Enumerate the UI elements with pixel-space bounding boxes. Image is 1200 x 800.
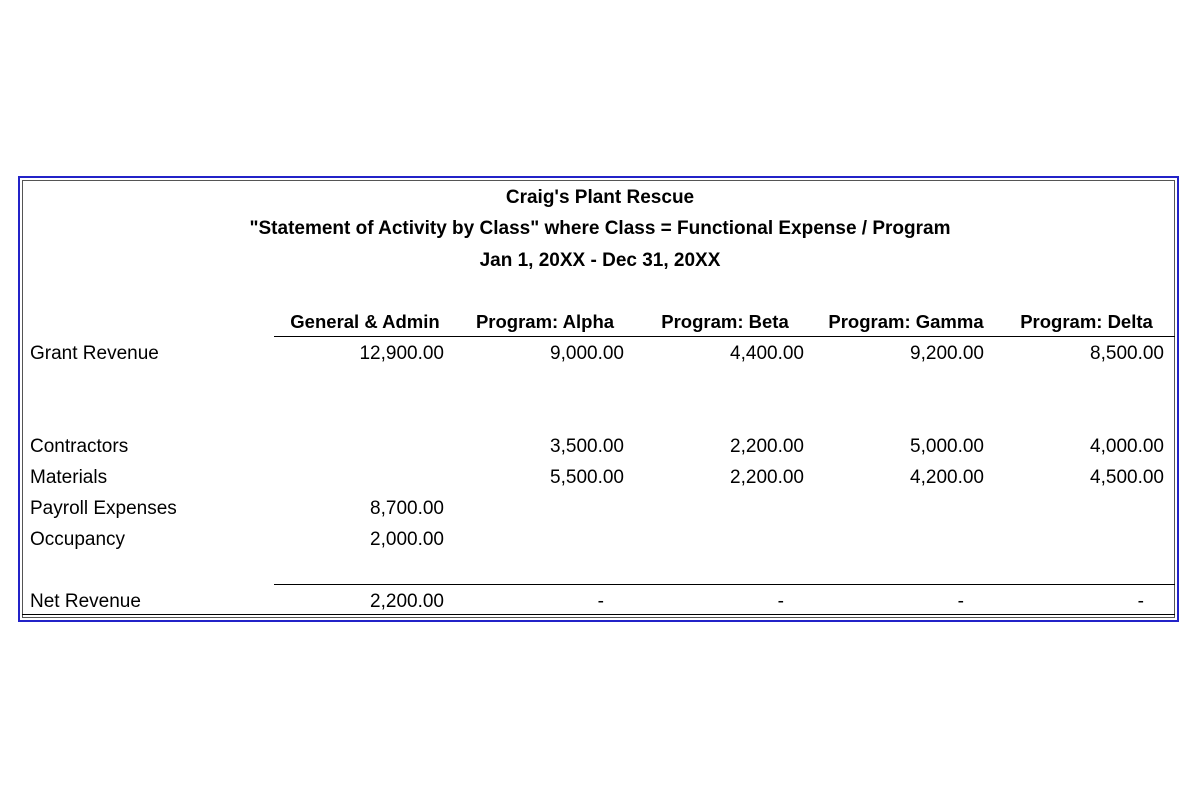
bottom-rule xyxy=(22,614,1175,615)
cell-program-beta: 2,200.00 xyxy=(730,467,804,488)
column-header-program-gamma: Program: Gamma xyxy=(828,311,984,332)
cell-program-gamma: - xyxy=(957,591,964,612)
row-label: Materials xyxy=(30,467,108,488)
header-underline xyxy=(274,336,1175,337)
report-inner-border xyxy=(22,180,1175,618)
cell-program-gamma: 5,000.00 xyxy=(910,436,984,457)
total-rule xyxy=(274,584,1175,585)
row-label: Occupancy xyxy=(30,529,126,550)
report-period: Jan 1, 20XX - Dec 31, 20XX xyxy=(479,250,721,271)
cell-program-alpha: 5,500.00 xyxy=(550,467,624,488)
column-header-program-alpha: Program: Alpha xyxy=(475,311,615,332)
cell-program-alpha: 3,500.00 xyxy=(550,436,624,457)
row-label: Net Revenue xyxy=(30,591,141,612)
cell-general-admin: 8,700.00 xyxy=(370,498,444,519)
cell-program-beta: - xyxy=(777,591,784,612)
cell-program-alpha: 9,000.00 xyxy=(550,343,624,364)
cell-program-delta: 8,500.00 xyxy=(1090,343,1164,364)
row-label: Payroll Expenses xyxy=(30,498,177,519)
cell-program-beta: 2,200.00 xyxy=(730,436,804,457)
column-header-general-admin: General & Admin xyxy=(290,311,440,332)
cell-general-admin: 2,000.00 xyxy=(370,529,444,550)
cell-program-alpha: - xyxy=(597,591,604,612)
report-title: "Statement of Activity by Class" where Class = Functional Expense / Program xyxy=(249,218,951,239)
cell-program-delta: 4,000.00 xyxy=(1090,436,1164,457)
company-name: Craig's Plant Rescue xyxy=(505,187,695,208)
row-label: Grant Revenue xyxy=(30,343,159,364)
row-label: Contractors xyxy=(30,436,129,457)
cell-program-gamma: 9,200.00 xyxy=(910,343,984,364)
cell-general-admin: 12,900.00 xyxy=(359,343,444,364)
cell-program-beta: 4,400.00 xyxy=(730,343,804,364)
cell-general-admin: 2,200.00 xyxy=(370,591,444,612)
column-header-program-beta: Program: Beta xyxy=(661,311,789,332)
column-header-program-delta: Program: Delta xyxy=(1020,311,1153,332)
cell-program-gamma: 4,200.00 xyxy=(910,467,984,488)
cell-program-delta: - xyxy=(1137,591,1144,612)
cell-program-delta: 4,500.00 xyxy=(1090,467,1164,488)
